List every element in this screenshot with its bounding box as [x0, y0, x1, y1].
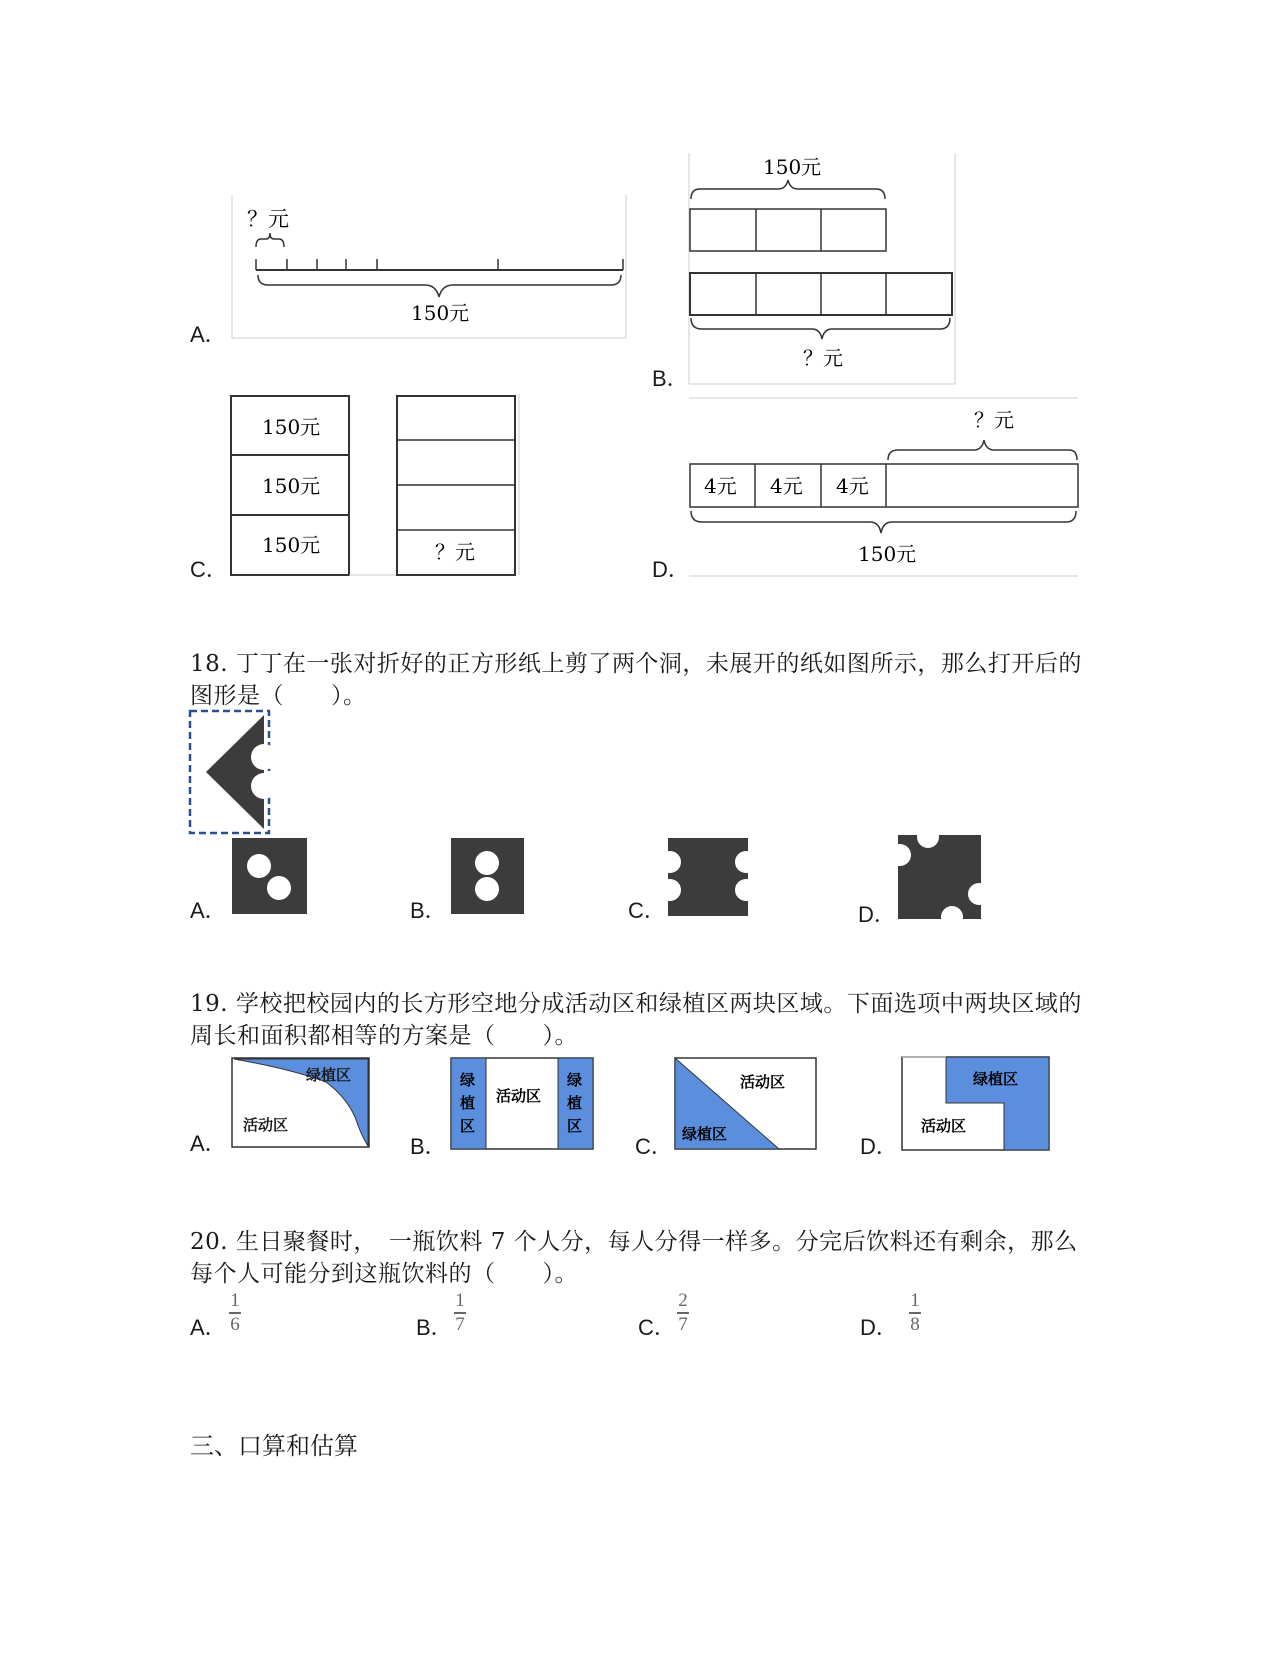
cell-label: 150元	[262, 533, 321, 557]
denominator: 7	[678, 1313, 688, 1335]
option-label: D．	[860, 1134, 898, 1159]
green-char: 绿	[460, 1071, 476, 1089]
cell-label: 150元	[262, 415, 321, 439]
fraction	[229, 1292, 241, 1334]
option-label: B．	[410, 898, 447, 923]
q19-c-figure	[674, 1057, 818, 1151]
denominator: 6	[230, 1313, 240, 1335]
activity-label: 活动区	[496, 1087, 542, 1105]
green-char: 绿	[567, 1071, 583, 1089]
q19-question-text: 19. 学校把校园内的长方形空地分成活动区和绿植区两块区域。下面选项中两块区域的周长和面积都相等的方案是（ ）。	[190, 991, 1082, 1049]
green-char: 区	[460, 1117, 476, 1135]
total-label: 150元	[411, 301, 470, 325]
denominator: 8	[910, 1313, 920, 1335]
green-label: 绿植区	[973, 1070, 1019, 1088]
option-label: A．	[190, 1131, 227, 1156]
cell-label: 4元	[836, 474, 869, 498]
option-label: C．	[638, 1315, 676, 1340]
numerator: 1	[910, 1290, 920, 1311]
activity-label: 活动区	[921, 1117, 967, 1135]
q19-b-figure	[450, 1057, 595, 1151]
option-label: D．	[858, 902, 896, 927]
unknown-label: ？元	[974, 408, 1014, 432]
q17-c-diagram	[229, 394, 522, 578]
activity-label: 活动区	[740, 1073, 786, 1091]
option-label: B．	[410, 1134, 447, 1159]
q18-d-figure	[898, 835, 981, 919]
q17-b-diagram	[688, 153, 960, 385]
cell-label: 4元	[704, 474, 737, 498]
green-char: 植	[567, 1094, 583, 1112]
cell-label: 4元	[770, 474, 803, 498]
green-char: 区	[567, 1117, 583, 1135]
section-heading: 三、口算和估算	[190, 1432, 358, 1460]
top-label: 150元	[763, 155, 822, 179]
option-label: B．	[652, 366, 689, 391]
numerator: 1	[455, 1290, 465, 1311]
green-char: 植	[460, 1094, 476, 1112]
numerator: 1	[230, 1290, 240, 1311]
q19-a-figure	[231, 1057, 371, 1149]
unknown-label: ？元	[803, 346, 843, 370]
option-label: A．	[190, 1315, 227, 1340]
q18-folded-paper	[188, 709, 273, 836]
cell-label: 150元	[262, 474, 321, 498]
green-label: 绿植区	[682, 1125, 728, 1143]
q18-question-text: 18. 丁丁在一张对折好的正方形纸上剪了两个洞，未展开的纸如图所示，那么打开后的图形是（ ）。	[190, 651, 1082, 709]
fraction	[909, 1292, 921, 1334]
green-label: 绿植区	[306, 1066, 352, 1084]
option-label: A．	[190, 322, 227, 347]
q17-a-diagram	[230, 195, 630, 340]
option-label: C．	[190, 557, 228, 582]
unknown-label: ？元	[435, 540, 475, 564]
option-label: A．	[190, 898, 227, 923]
q20-question-text: 20. 生日聚餐时， 一瓶饮料 7 个人分，每人分得一样多。分完后饮料还有剩余，那么每个人可能分到这瓶饮料的（ ）。	[190, 1229, 1078, 1287]
fraction	[454, 1292, 466, 1334]
option-label: C．	[628, 898, 666, 923]
activity-label: 活动区	[243, 1116, 289, 1134]
fraction	[677, 1292, 689, 1334]
q19-d-figure	[901, 1056, 1051, 1152]
option-label: C．	[635, 1134, 673, 1159]
option-label: D．	[652, 557, 690, 582]
q18-c-figure	[668, 838, 748, 916]
option-label: B．	[416, 1315, 453, 1340]
numerator: 2	[678, 1290, 688, 1311]
q17-d-diagram	[688, 397, 1080, 579]
q18-b-figure	[451, 838, 524, 914]
option-label: D．	[860, 1315, 898, 1340]
q18-a-figure	[232, 838, 307, 914]
total-label: 150元	[858, 542, 917, 566]
denominator: 7	[455, 1313, 465, 1335]
unknown-label: ？元	[247, 207, 289, 231]
